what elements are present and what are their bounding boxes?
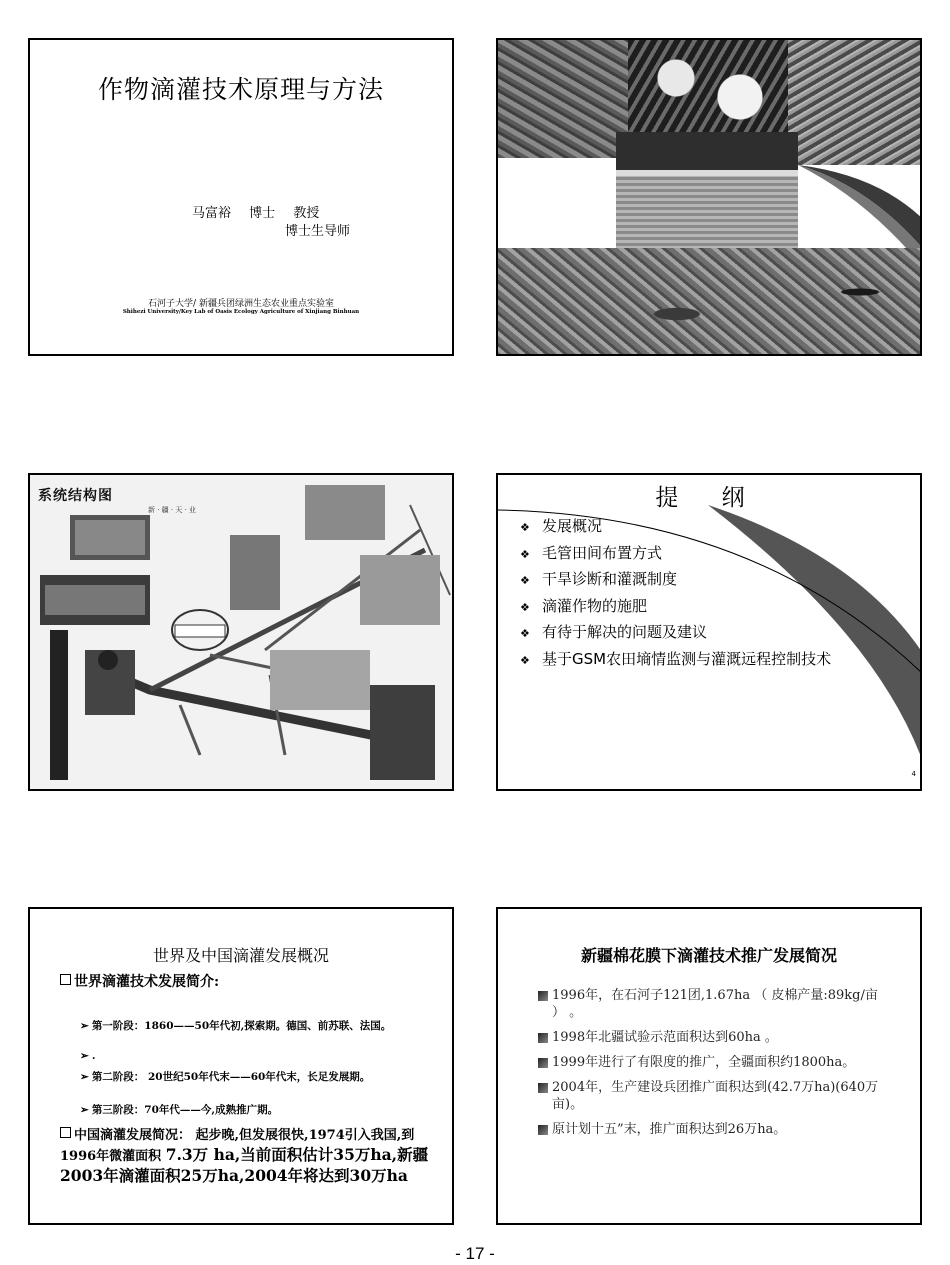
author-title: 教授 (293, 206, 320, 221)
outline-item: ❖ 基于GSM农田墒情监测与灌溉远程控制技术 (520, 649, 832, 668)
slide-heading: 新疆棉花膜下滴灌技术推广发展简况 (580, 946, 837, 965)
blank-panel (498, 158, 616, 248)
diagram-subtitle: 新 · 疆 · 天 · 业 (148, 506, 197, 514)
slide-development-overview (28, 907, 454, 1225)
list-item: 1996年，在石河子121团,1.67ha （ 皮棉产量:89kg/亩 ） 。 (538, 987, 888, 1021)
slide-title (28, 38, 454, 356)
stage-3: ➢ 第三阶段：70年代——今,成熟推广期。 (80, 1104, 279, 1116)
photo-drip-line (788, 40, 922, 165)
outline-title: 提 纲 (655, 485, 763, 511)
list-item: 1998年北疆试验示范面积达到60ha 。 (538, 1029, 888, 1046)
list-item: 1999年进行了有限度的推广，全疆面积约1800ha。 (538, 1054, 888, 1071)
slide-xinjiang-cotton (496, 907, 922, 1225)
author-name: 马富裕 (192, 206, 232, 221)
list-item: 原计划十五”末，推广面积达到26万ha。 (538, 1121, 888, 1138)
diamond-bullet-icon: ❖ (520, 574, 530, 587)
outline-item: ❖ 发展概况 (520, 517, 603, 535)
photo-field (616, 132, 798, 252)
slide-system-diagram (28, 473, 454, 791)
diamond-bullet-icon: ❖ (520, 653, 530, 667)
section-heading-china: 中国滴灌发展简况： 起步晚,但发展很快,1974引入我国,到1996年微灌面积 7.3万 ha,当前面积估计35万ha,新疆2003年滴灌面积25万ha,2004年将达到30万ha (60, 1128, 429, 1185)
square-bullet-icon (538, 991, 548, 1001)
diamond-bullet-icon: ❖ (520, 600, 530, 614)
slide-page-number: 4 (911, 770, 916, 778)
slide-heading: 世界及中国滴灌发展概况 (152, 946, 329, 965)
section-heading-world: 世界滴灌技术发展简介: (60, 971, 219, 991)
checkbox-bullet-icon (60, 974, 71, 985)
diamond-bullet-icon: ❖ (520, 627, 530, 640)
square-bullet-icon (538, 1083, 548, 1093)
square-bullet-icon (538, 1033, 548, 1043)
arrow-bullet-icon: ➢ (80, 1020, 89, 1032)
diamond-bullet-icon: ❖ (520, 521, 530, 534)
photo-cotton-leaves (628, 40, 788, 135)
checkbox-bullet-icon (60, 1127, 71, 1138)
arrow-bullet-icon: ➢ (80, 1071, 89, 1083)
arrow-bullet-icon: ➢ (80, 1104, 89, 1116)
author-degree: 博士 (249, 206, 276, 221)
system-diagram (30, 475, 454, 791)
slide-photo-collage (496, 38, 922, 356)
page-number: - 17 - (455, 1244, 495, 1263)
stage-dot: ➢ . (80, 1050, 96, 1062)
photo-seedling (498, 40, 628, 158)
square-bullet-icon (538, 1058, 548, 1068)
outline-item: ❖ 毛管田间布置方式 (520, 543, 663, 562)
photo-worker-field (498, 248, 922, 356)
history-list (538, 987, 888, 1146)
author-role: 博士生导师 (285, 224, 351, 239)
arrow-bullet-icon: ➢ (80, 1050, 89, 1062)
curve-panel (798, 165, 922, 250)
author-line (192, 202, 333, 221)
list-item: 2004年，生产建设兵团推广面积达到(42.7万ha)(640万亩)。 (538, 1079, 888, 1113)
stage-1: ➢ 第一阶段：1860——50年代初,探索期。德国、前苏联、法国。 (80, 1020, 392, 1032)
diagram-title: 系统结构图 (38, 488, 113, 504)
slide-outline (496, 473, 922, 791)
outline-item: ❖ 滴灌作物的施肥 (520, 596, 648, 615)
diamond-bullet-icon: ❖ (520, 547, 530, 561)
outline-list (520, 515, 831, 674)
slide-title-heading: 作物滴灌技术原理与方法 (97, 75, 384, 104)
institution-english: Shihezi University/Key Lab of Oasis Ecology Agriculture of Xinjiang Binhuan (122, 309, 360, 315)
stage-2: ➢ 第二阶段： 20世纪50年代末——60年代末，长足发展期。 (80, 1071, 371, 1083)
outline-item: ❖ 干旱诊断和灌溉制度 (520, 570, 678, 588)
outline-item: ❖ 有待于解决的问题及建议 (520, 623, 708, 641)
square-bullet-icon (538, 1125, 548, 1135)
curve-decoration (798, 165, 922, 250)
institution: 石河子大学/ 新疆兵团绿洲生态农业重点实验室 (148, 299, 334, 309)
